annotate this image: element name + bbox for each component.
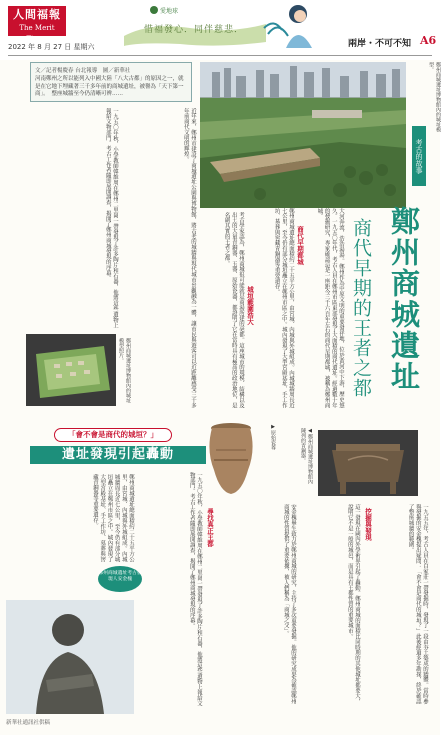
model-photo-caption: 鄭州商城遺址博物館內的城址模型照片。 (118, 338, 131, 403)
page-number: A6 (420, 34, 437, 47)
aerial-photo-caption: 鄭州商城遺址博物館內的城址模型。 (428, 62, 441, 132)
newspaper-logo[interactable] (8, 6, 66, 43)
column-tag: 愛地球 (160, 8, 179, 15)
story-badge: 考古的故事 (412, 126, 426, 186)
article-column-9: 一九五〇年秋，小學教師韓維周在鄭州二里崗一帶發現了許多陶片和石器，他將這些遺物上報給文物部門。考古工作者隨即展開調查，揭開了鄭州商城發現的序幕。 (188, 472, 202, 706)
quote-box: 「會不會是商代的城垣？」 (54, 428, 172, 442)
header-divider (8, 55, 432, 56)
bronze-vessel-image (318, 430, 418, 496)
section-heading-1: 商代早期都城 (296, 226, 304, 265)
pottery-vessel-image (196, 420, 266, 498)
illustration-woman-icon (258, 0, 328, 48)
article-column-4: 近年來，鄭州市建設了商城遺址公園與博物館，將古老的城牆與現代城市景觀融為一體，讓市民與遊客可以近距離感受三千多年前商代文明的輝煌。 (182, 108, 196, 408)
section-title: 兩岸・不可不知 (348, 39, 412, 49)
article-column-7: 這一發現在國內外學術界引起了轟動。鄭州商城的面積比同時期的其他城址都要大，說明它不是一般的城邑，而是具有王都性質的重要城市。 (346, 504, 360, 704)
city-model-photo (26, 334, 116, 406)
logo-english: The Merit Times (19, 24, 55, 43)
statue-photo (6, 600, 134, 714)
article-column-5: 一九五〇年秋，小學教師韓維周在鄭州二里崗一帶發現了許多陶片和石器，他將這些遺物上報給文物部門。考古工作者隨即展開調查，揭開了鄭州商城發現的序幕。 (104, 108, 118, 328)
sub-headline: 商代早期的王者之都 (350, 218, 372, 398)
section-heading-4: 尋找真正王都 (206, 508, 214, 547)
bronze-caption: ◀鄭州商城遺址博物館內陳列的青銅器。 (300, 428, 313, 484)
statue-caption-badge: 鄭州商城遺址考古發現人安金槐 (98, 566, 142, 592)
band-headline: 遺址發現引起轟動 (30, 446, 206, 464)
page-header (0, 0, 440, 60)
issue-date: 2022 年 8 月 27 日 星期六 (8, 43, 95, 51)
section-heading-2: 城垣範圍浩大 (246, 286, 254, 325)
footer-credit: 新華社通訊社供稿 (6, 720, 51, 726)
article-column-6: 一九五五年，考古人員在白家莊一帶發掘時，發現了一段由夯土築成的牆體。當時參與發掘的安金槐提出疑問：「會不會是商代的城垣？」此後經過多年勘探，終於確認了整座城牆的範圍。 (407, 504, 428, 704)
article-column-10: 鄭州商城遺址總面積約二十五平方公里，由宮城、內城與外城組成。內城城牆周長近七公里，至今仍有部分城垣矗立在鄭州市區之中。城內發現了大型宮殿基址、手工作坊、墓葬與窖藏青銅器等重要遺存。 (91, 474, 134, 562)
byline: 文／記者楊慶春 台北報導 圖／新華社 (35, 68, 131, 74)
article-column-3: 考古學家認為，鄭州商城很可能就是商湯所建的亳都。這座城市的規模、結構以及出土的大量青銅器、玉器、原始瓷器，都證明了它在當時具有極高的政治地位，是名副其實的王者之都。 (223, 212, 244, 408)
article-column-8: 安金槐畢生致力於鄭州商城的研究，主持了多次重要發掘。他的研究成果為確認鄭州商城的性質提供了重要依據，被人們稱為「商城之父」。 (282, 504, 296, 704)
intro-text: 河南鄭州之所以能列入中國大陸「八大古都」的原因之一，就是在它地下埋藏著三千多年前的商城遺址，被譽為「天下第一商」。 整座城牆至今仍清晰可辨…… (35, 76, 184, 97)
main-headline: 鄭州商城遺址 (387, 206, 421, 392)
aerial-site-photo (200, 62, 406, 208)
section-heading-3: 挖掘與發現 (364, 508, 372, 541)
logo-chinese: 人間福報 (13, 8, 61, 21)
article-column-2: 鄭州商城遺址總面積約二十五平方公里，由宮城、內城與外城組成。內城城牆周長近七公里，至今仍有部分城垣矗立在鄭州市區之中。城內發現了大型宮殿基址、手工作坊、墓葬與窖藏青銅器等重要遺存。 (273, 208, 294, 408)
intro-box (30, 62, 192, 102)
article-column-1: 大河奔流，浩浩湯湯。鄭州作為中原文明的重要發祥地，位於黃河中下游，歷史悠久。一九五〇年代，考古人員在鄭州市區東部發現了大面積的商代遺址。經過數十年的發掘研究，專家確認這是一座距今三千六百年左右的商代早期都城，被稱為鄭州商城。 (316, 208, 344, 408)
pottery-caption: ▶原始瓷尊 (270, 424, 276, 450)
header-slogan: 惜福發心．同伴慈悲． (144, 25, 245, 35)
